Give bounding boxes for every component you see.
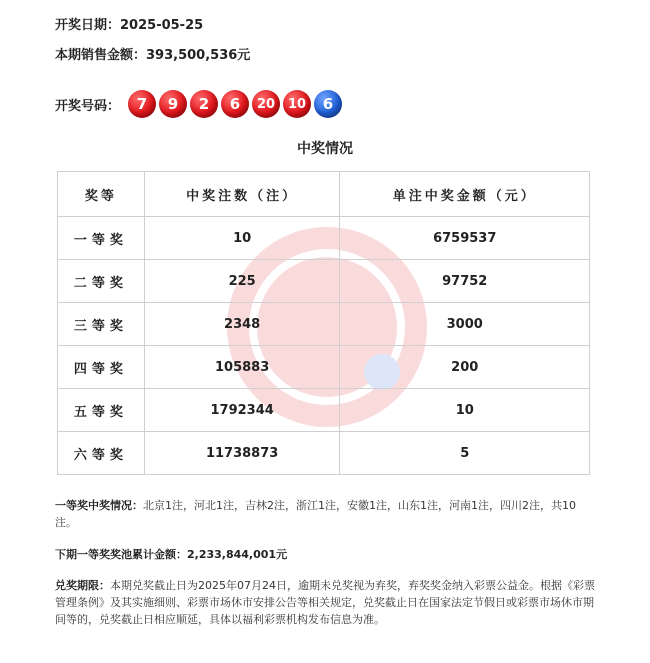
prize-level: 六等奖 (58, 432, 145, 475)
table-row (58, 303, 590, 346)
table-row (58, 432, 590, 475)
prize-table (57, 171, 590, 475)
red-ball: 9 (159, 90, 187, 118)
sales-amount-value: 393,500,536元 (146, 48, 251, 63)
sales-amount-line (55, 44, 250, 63)
first-prize-distribution (55, 497, 595, 531)
red-ball: 20 (252, 90, 280, 118)
red-ball: 6 (221, 90, 249, 118)
prize-amount: 10 (340, 389, 590, 432)
table-row (58, 260, 590, 303)
header-amount: 单注中奖金额（元） (340, 172, 590, 217)
winner-count: 11738873 (144, 432, 340, 475)
first-prize-text: 北京1注，河北1注，吉林2注，浙江1注，安徽1注，山东1注，河南1注，四川2注，共10注。 (55, 499, 576, 529)
prize-level: 一等奖 (58, 217, 145, 260)
ball-row (128, 90, 345, 118)
red-ball: 2 (190, 90, 218, 118)
prize-level: 三等奖 (58, 303, 145, 346)
prize-amount: 200 (340, 346, 590, 389)
jackpot-pool-label: 下期一等奖奖池累计金额： (55, 548, 187, 561)
header-count: 中奖注数（注） (144, 172, 340, 217)
prize-amount: 5 (340, 432, 590, 475)
winner-count: 105883 (144, 346, 340, 389)
claim-deadline-label: 兑奖期限： (55, 579, 110, 592)
table-row (58, 217, 590, 260)
prize-amount: 6759537 (340, 217, 590, 260)
draw-date-label: 开奖日期： (55, 18, 121, 33)
winner-count: 2348 (144, 303, 340, 346)
table-row (58, 346, 590, 389)
header-level: 奖等 (58, 172, 145, 217)
winner-count: 10 (144, 217, 340, 260)
claim-deadline-text: 本期兑奖截止日为2025年07月24日，逾期未兑奖视为弃奖，弃奖奖金纳入彩票公益金。根据《彩票管理条例》及其实施细则、彩票市场休市安排公告等相关规定，兑奖截止日在国家法定节假日或彩票市场休市期间等的，兑奖截止日相应顺延，具体以福利彩票机构发布信息为准。 (55, 579, 595, 626)
table-header-row (58, 172, 590, 217)
red-ball: 7 (128, 90, 156, 118)
first-prize-label: 一等奖中奖情况： (55, 499, 143, 512)
table-row (58, 389, 590, 432)
blue-ball: 6 (314, 90, 342, 118)
prize-amount: 3000 (340, 303, 590, 346)
jackpot-pool-value: 2,233,844,001元 (187, 548, 288, 561)
prize-level: 二等奖 (58, 260, 145, 303)
prize-level: 五等奖 (58, 389, 145, 432)
section-title: 中奖情况 (297, 141, 353, 157)
winning-numbers-label: 开奖号码： (55, 98, 121, 114)
draw-date-value: 2025-05-25 (120, 18, 204, 33)
sales-amount-label: 本期销售金额： (55, 48, 147, 63)
jackpot-pool (55, 546, 287, 563)
prize-amount: 97752 (340, 260, 590, 303)
prize-level: 四等奖 (58, 346, 145, 389)
red-ball: 10 (283, 90, 311, 118)
claim-deadline (55, 577, 603, 628)
winning-numbers-line (55, 90, 345, 118)
winner-count: 1792344 (144, 389, 340, 432)
draw-date-line (55, 14, 203, 33)
winner-count: 225 (144, 260, 340, 303)
